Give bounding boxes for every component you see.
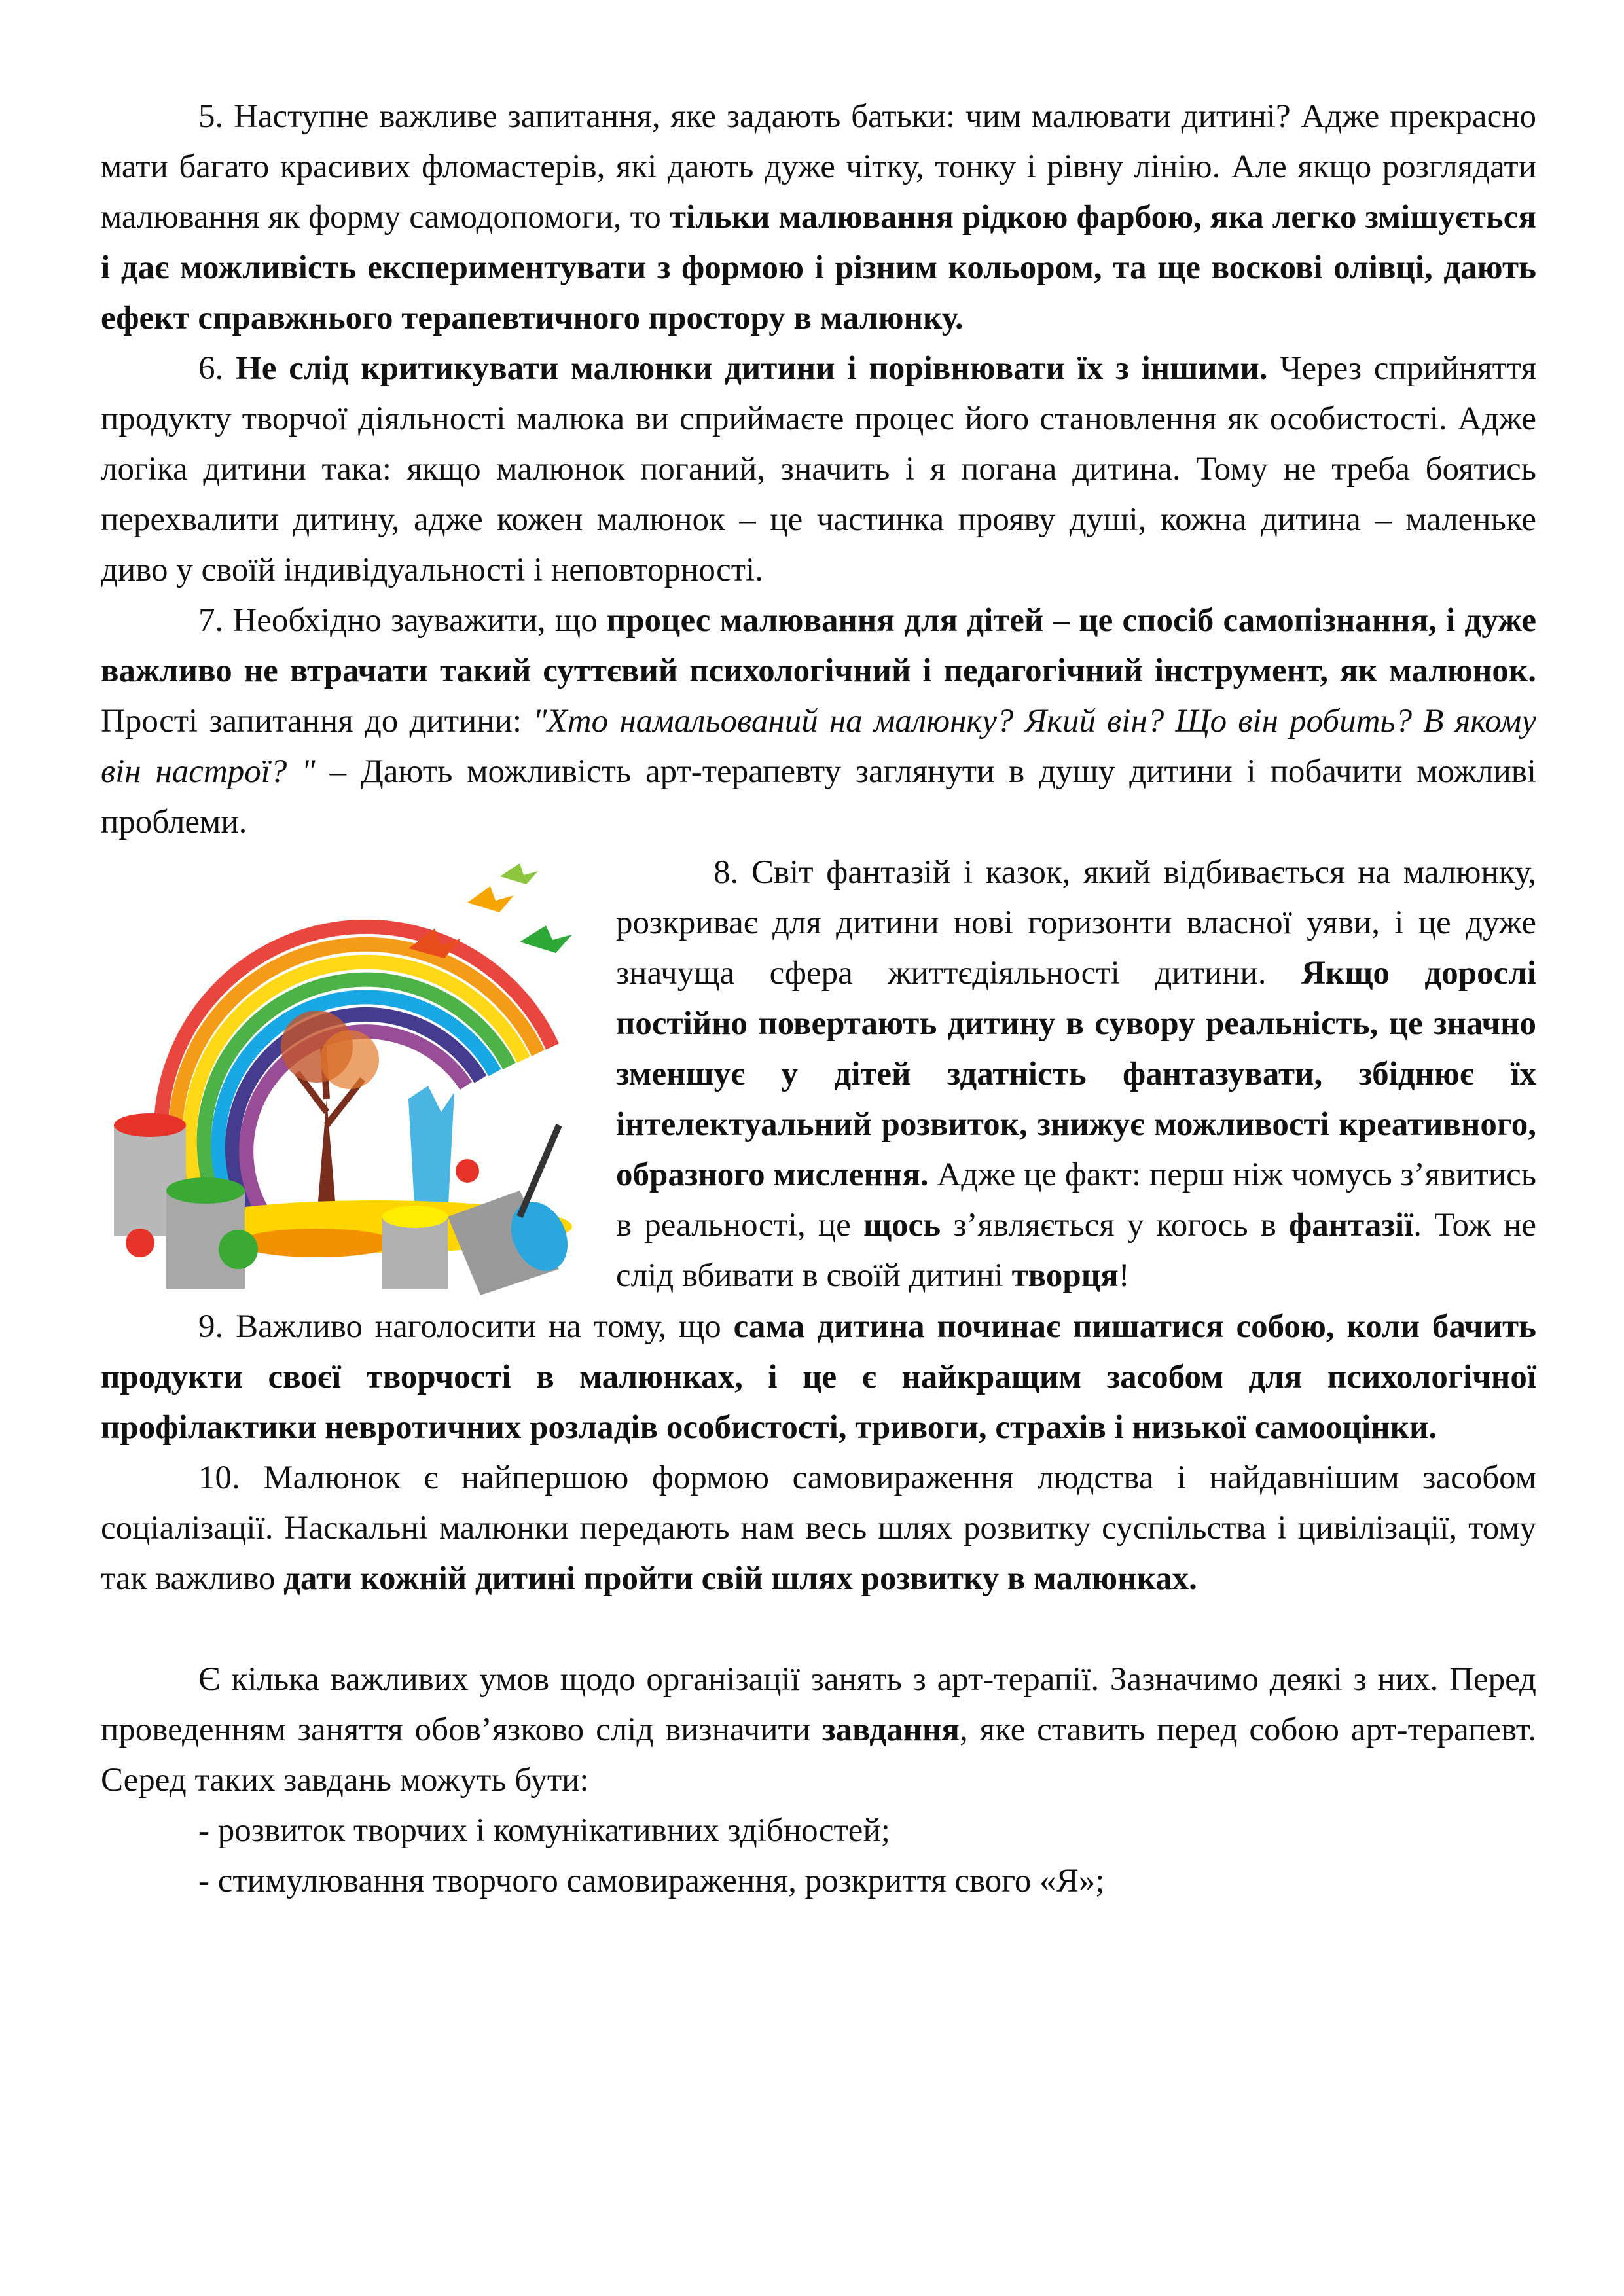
list-item: - розвиток творчих і комунікативних здібностей; — [198, 1812, 890, 1849]
paragraph-8: 8. Світ фантазій і казок, який відбивається на малюнку, розкриває для дитини нові горизонти власної уяви, і це дуже значуща сфера життєдіяльності дитини. Якщо дорослі постійно повертають дитину в сувору реальність, це значно зменшує у дітей здатність фантазувати, збіднює їх інтелектуальний розвиток, знижує можливості креативного, образного мислення. Адже це факт: перш ніж чомусь з’явитись в реальності, це щось з’являється у когось в фантазії. Тож не слід вбивати в своїй дитині творця! — [616, 854, 1537, 1294]
document-body — [101, 92, 1536, 1907]
paragraph-5: 5. Наступне важливе запитання, яке задають батьки: чим малювати дитині? Адже прекрасно мати багато красивих фломастерів, які дають дуже чітку, тонку і рівну лінію. Але якщо розглядати малювання як форму самодопомоги, то тільки малювання рідкою фарбою, яка легко змішується і дає можливість експериментувати з формою і різним кольором, та ще воскові олівці, дають ефект справжнього терапевтичного простору в малюнку. — [101, 98, 1537, 336]
paragraph-7: 7. Необхідно зауважити, що процес малювання для дітей – це спосіб самопізнання, і дуже важливо не втрачати такий суттєвий психологічний і педагогічний інструмент, як малюнок. Прості запитання до дитини: "Хто намальований на малюнку? Який він? Що він робить? В якому він настрої? " – Дають можливість арт-терапевту заглянути в душу дитини і побачити можливі проблеми. — [101, 602, 1536, 840]
paragraph-gap — [101, 1604, 1536, 1655]
list-item: - стимулювання творчого самовираження, розкриття свого «Я»; — [198, 1863, 1105, 1899]
paragraph-10: 10. Малюнок є найпершою формою самовираження людства і найдавнішим засобом соціалізації. Наскальні малюнки передають нам весь шлях розвитку суспільства і цивілізації, тому так важливо дати кожній дитині пройти свій шлях розвитку в малюнках. — [101, 1460, 1536, 1597]
paragraph-conditions: Є кілька важливих умов щодо організації занять з арт-терапії. Зазначимо деякі з них. Перед проведенням заняття обов’язково слід визначити завдання, яке ставить перед собою арт-терапевт. Серед таких завдань можуть бути: — [101, 1661, 1536, 1799]
rainbow-paint-illustration — [101, 850, 582, 1295]
paragraph-6: 6. Не слід критикувати малюнки дитини і порівнювати їх з іншими. Через сприйняття продукту творчої діяльності малюка ви сприймаєте процес його становлення як особистості. Адже логіка дитини така: якщо малюнок поганий, значить і я погана дитина. Тому не треба боятись перехвалити дитину, адже кожен малюнок – це частинка прояву душі, кожна дитина – маленьке диво у своїй індивідуальності і неповторності. — [101, 350, 1537, 588]
paragraph-9: 9. Важливо наголосити на тому, що сама дитина починає пишатися собою, коли бачить продукти своєї творчості в малюнках, і це є найкращим засобом для психологічної профілактики невротичних розладів особистості, тривоги, страхів і низької самооцінки. — [101, 1308, 1537, 1446]
